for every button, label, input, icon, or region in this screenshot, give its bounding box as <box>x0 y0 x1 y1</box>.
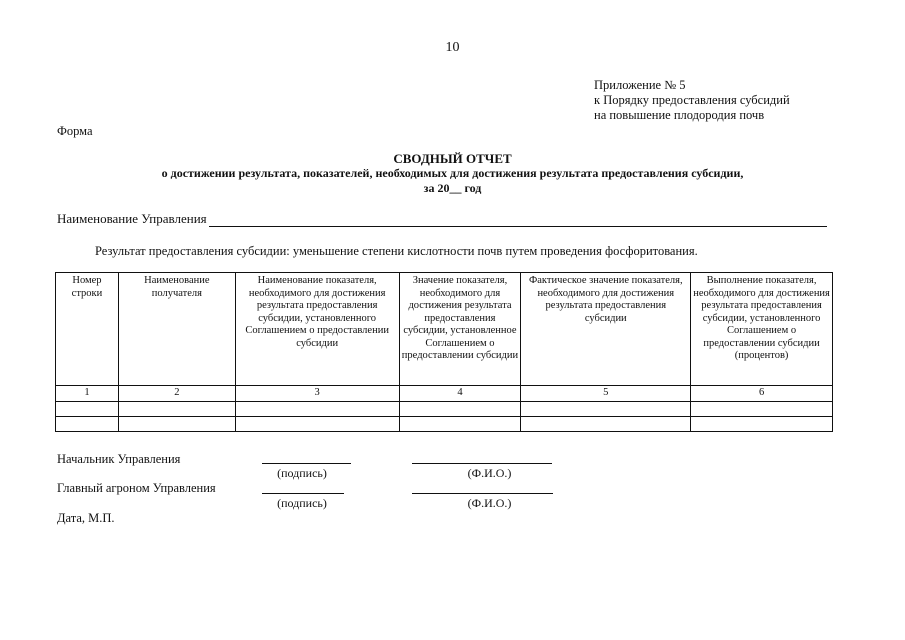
table-cell[interactable] <box>235 417 399 432</box>
column-number: 6 <box>691 386 833 402</box>
header-actual-value: Фактическое значение показателя, необходимого для достижения результата предоставления субсидии <box>521 273 691 386</box>
header-indicator-name: Наименование показателя, необходимого для достижения результата предоставления субсидии, установленного Соглашением о предоставлении субсидии <box>235 273 399 386</box>
column-number: 2 <box>118 386 235 402</box>
report-table <box>55 272 833 432</box>
head-name-line[interactable] <box>412 462 552 464</box>
table-cell[interactable] <box>399 417 521 432</box>
column-number: 5 <box>521 386 691 402</box>
agronomist-signature-caption: (подпись) <box>277 496 327 510</box>
head-of-management-label: Начальник Управления <box>57 452 181 466</box>
table-cell[interactable] <box>691 402 833 417</box>
header-row-number: Номер строки <box>56 273 119 386</box>
agronomist-name-line[interactable] <box>412 492 553 494</box>
management-blank-line[interactable] <box>209 214 827 227</box>
report-title <box>0 151 905 196</box>
head-signature-line[interactable] <box>262 462 351 464</box>
table-cell[interactable] <box>399 402 521 417</box>
column-number: 1 <box>56 386 119 402</box>
report-subheading: о достижении результата, показателей, необходимых для достижения результата предоставления субсидии, <box>161 166 744 180</box>
header-indicator-value: Значение показателя, необходимого для достижения результата предоставления субсидии, установленное Соглашением о предоставлении субсидии <box>399 273 521 386</box>
chief-agronomist-label: Главный агроном Управления <box>57 481 216 495</box>
date-stamp-label: Дата, М.П. <box>57 511 115 525</box>
page-number: 10 <box>445 40 460 55</box>
table-cell[interactable] <box>235 402 399 417</box>
table-cell[interactable] <box>691 417 833 432</box>
header-completion-percent: Выполнение показателя, необходимого для достижения результата предоставления субсидии, установленного Соглашением о предоставлении субсидии (процентов) <box>691 273 833 386</box>
agronomist-name-caption: (Ф.И.О.) <box>467 496 512 510</box>
report-year: за 20__ год <box>423 181 482 195</box>
column-number: 4 <box>399 386 521 402</box>
management-label: Наименование Управления <box>57 211 207 226</box>
agronomist-signature-line[interactable] <box>262 492 344 494</box>
header-recipient-name: Наименование получателя <box>118 273 235 386</box>
appendix-line-2: к Порядку предоставления субсидий <box>594 93 790 107</box>
table-column-numbers-row <box>56 386 833 402</box>
appendix-reference <box>594 78 790 123</box>
column-number: 3 <box>235 386 399 402</box>
table-cell[interactable] <box>521 417 691 432</box>
appendix-line-1: Приложение № 5 <box>594 78 686 92</box>
form-label: Форма <box>57 124 93 138</box>
subsidy-result-text: Результат предоставления субсидии: уменьшение степени кислотности почв путем проведения фосфоритования. <box>95 244 698 258</box>
table-cell[interactable] <box>118 402 235 417</box>
appendix-line-3: на повышение плодородия почв <box>594 108 765 122</box>
table-header-row <box>56 273 833 386</box>
table-row <box>56 402 833 417</box>
table-cell[interactable] <box>118 417 235 432</box>
report-heading: СВОДНЫЙ ОТЧЕТ <box>393 151 512 166</box>
head-signature-caption: (подпись) <box>277 466 327 480</box>
table-cell[interactable] <box>521 402 691 417</box>
management-field <box>57 211 827 227</box>
table-cell[interactable] <box>56 402 119 417</box>
table-row <box>56 417 833 432</box>
table-cell[interactable] <box>56 417 119 432</box>
head-name-caption: (Ф.И.О.) <box>467 466 512 480</box>
